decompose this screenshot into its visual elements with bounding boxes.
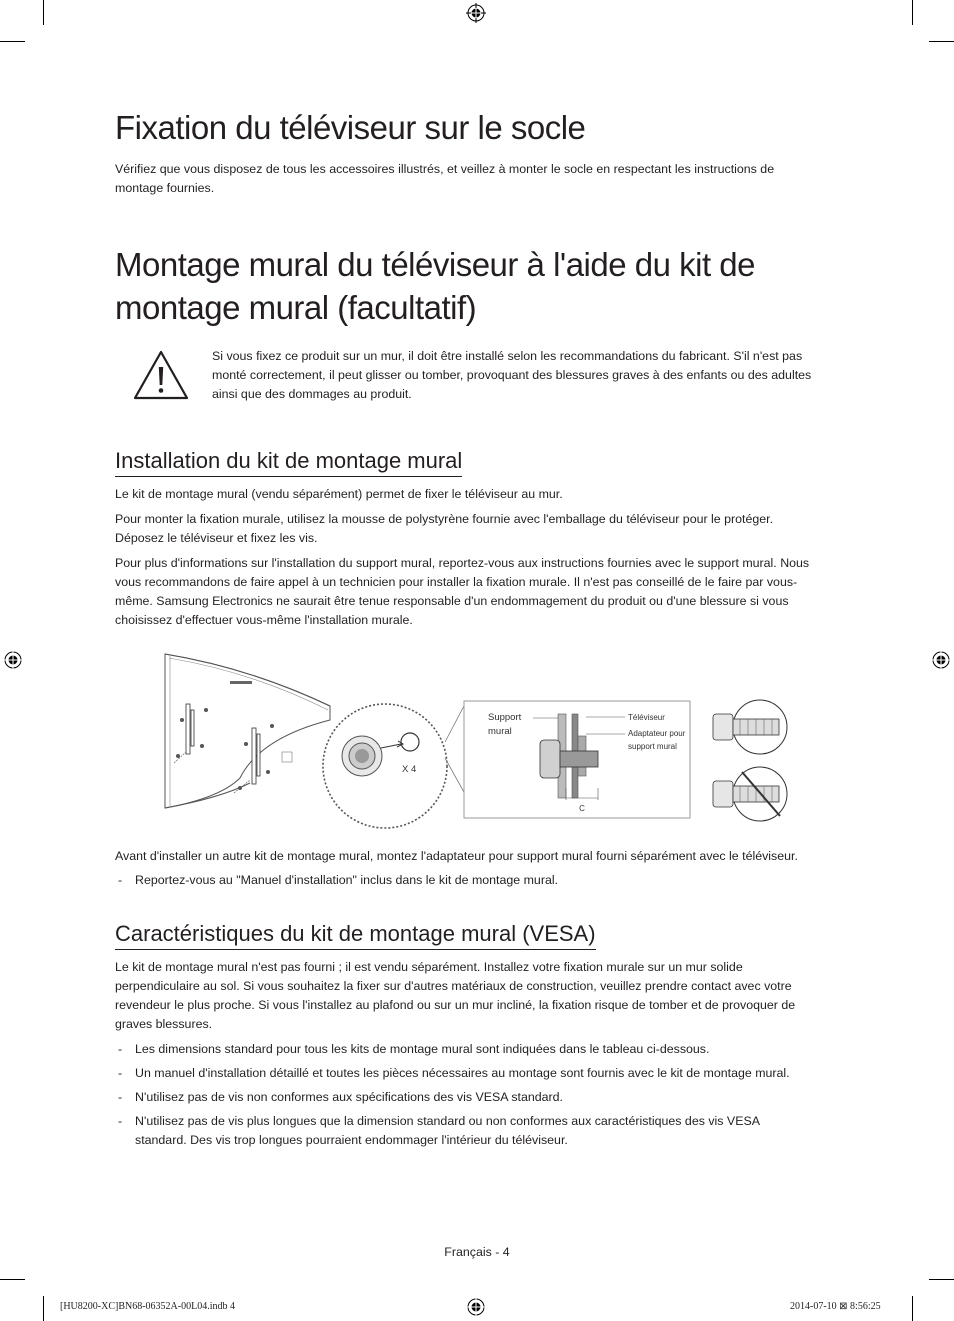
list-dash: - — [118, 1114, 123, 1128]
list-item — [115, 1112, 835, 1150]
list-dash: - — [118, 1066, 123, 1080]
wall-mount-diagram — [160, 648, 800, 838]
tv-label: Téléviseur — [628, 713, 665, 722]
list-dash: - — [118, 873, 123, 887]
list-dash: - — [118, 1090, 123, 1104]
wall-mount-title — [115, 243, 875, 329]
crop-mark — [0, 41, 25, 42]
correct-screw-icon — [713, 700, 787, 754]
quantity-label: X 4 — [402, 764, 417, 775]
file-name: [HU8200-XC]BN68-06352A-00L04.indb 4 — [60, 1301, 235, 1312]
zoom-detail — [323, 704, 465, 828]
adapter-paragraph: Avant d'installer un autre kit de montage mural, montez l'adaptateur pour support mural fourni séparément avec le téléviseur. — [115, 849, 798, 863]
support-label-1: Support — [488, 712, 522, 723]
intro-paragraph: Vérifiez que vous disposez de tous les accessoires illustrés, et veillez à monter le socle en respectant les instructions de montage fournies. — [115, 162, 775, 195]
install-paragraph-2: Pour monter la fixation murale, utilisez la mousse de polystyrène fournie avec l'emballage du téléviseur pour le protéger. Déposez le téléviseur et fixez les vis. — [115, 512, 774, 545]
list-item-text: N'utilisez pas de vis plus longues que la dimension standard ou non conformes aux caractéristiques des vis VESA standard. Des vis trop longues pourraient endommager l'intérieur du téléviseur. — [135, 1114, 760, 1147]
page-number: Français - 4 — [444, 1245, 510, 1259]
crop-mark — [912, 0, 913, 25]
list-item — [115, 1064, 835, 1083]
cross-section-detail — [464, 701, 690, 818]
crop-mark — [43, 1296, 44, 1321]
wall-mount-title-line1: Montage mural du téléviseur à l'aide du kit de — [115, 246, 756, 283]
adapter-notes-list — [115, 871, 835, 895]
crop-mark — [912, 1296, 913, 1321]
vesa-subtitle: Caractéristiques du kit de montage mural (VESA) — [115, 921, 596, 950]
crop-mark — [0, 1279, 25, 1280]
print-timestamp: 2014-07-10 ⊠ 8:56:25 — [790, 1301, 881, 1312]
vesa-paragraph: Le kit de montage mural n'est pas fourni ; il est vendu séparément. Installez votre fixation murale sur un mur solide perpendiculaire au sol. Si vous souhaitez la fixer sur d'autres matériaux de construction, veuillez prendre contact avec votre revendeur le plus proche. Si vous l'installez au plafond ou sur un mur incliné, la fixation risque de tomber et de provoquer de graves blessures. — [115, 960, 796, 1031]
list-item — [115, 1088, 835, 1107]
registration-mark-icon — [931, 650, 951, 670]
crop-mark — [929, 1279, 954, 1280]
incorrect-screw-icon — [713, 767, 787, 821]
registration-mark-icon — [3, 650, 23, 670]
wall-mount-title-line2: montage mural (facultatif) — [115, 289, 477, 326]
registration-mark-icon — [466, 1297, 486, 1317]
c-dimension-label: C — [579, 804, 585, 813]
list-item — [115, 1040, 835, 1059]
install-section-header — [115, 448, 462, 477]
list-item-text: Un manuel d'installation détaillé et toutes les pièces nécessaires au montage sont fournis avec le kit de montage mural. — [135, 1066, 790, 1080]
crop-mark — [929, 41, 954, 42]
list-item-text: Les dimensions standard pour tous les kits de montage mural sont indiquées dans le tableau ci-dessous. — [135, 1042, 710, 1056]
support-label-2: mural — [488, 726, 512, 737]
install-paragraph-1: Le kit de montage mural (vendu séparément) permet de fixer le téléviseur au mur. — [115, 487, 563, 501]
list-item — [115, 871, 835, 890]
list-dash: - — [118, 1042, 123, 1056]
registration-mark-icon — [466, 3, 486, 23]
list-item-text: N'utilisez pas de vis non conformes aux spécifications des vis VESA standard. — [135, 1090, 563, 1104]
warning-triangle-icon — [132, 349, 190, 401]
page-title: Fixation du téléviseur sur le socle — [115, 109, 586, 146]
tv-back-illustration — [165, 654, 330, 808]
vesa-section-header — [115, 921, 596, 950]
adapter-label-2: support mural — [628, 742, 677, 751]
adapter-label-1: Adaptateur pour — [628, 729, 686, 738]
install-paragraph-3: Pour plus d'informations sur l'installation du support mural, reportez-vous aux instructions fournies avec le support mural. Nous vous recommandons de faire appel à un technicien pour installer la fixation murale. Il n'est pas conseillé de le faire par vous-même. Samsung Electronics ne saurait être tenue responsable d'un endommagement du produit ou d'une blessure si vous choisissez d'effectuer vous-même l'installation murale. — [115, 556, 810, 627]
install-subtitle: Installation du kit de montage mural — [115, 448, 462, 477]
crop-mark — [43, 0, 44, 25]
warning-text: Si vous fixez ce produit sur un mur, il doit être installé selon les recommandations du fabricant. S'il n'est pas monté correctement, il peut glisser ou tomber, provoquant des blessures graves à des enfants ou des adultes ainsi que des dommages au produit. — [212, 349, 812, 401]
list-item-text: Reportez-vous au "Manuel d'installation" inclus dans le kit de montage mural. — [135, 873, 559, 887]
vesa-notes-list — [115, 1040, 835, 1155]
